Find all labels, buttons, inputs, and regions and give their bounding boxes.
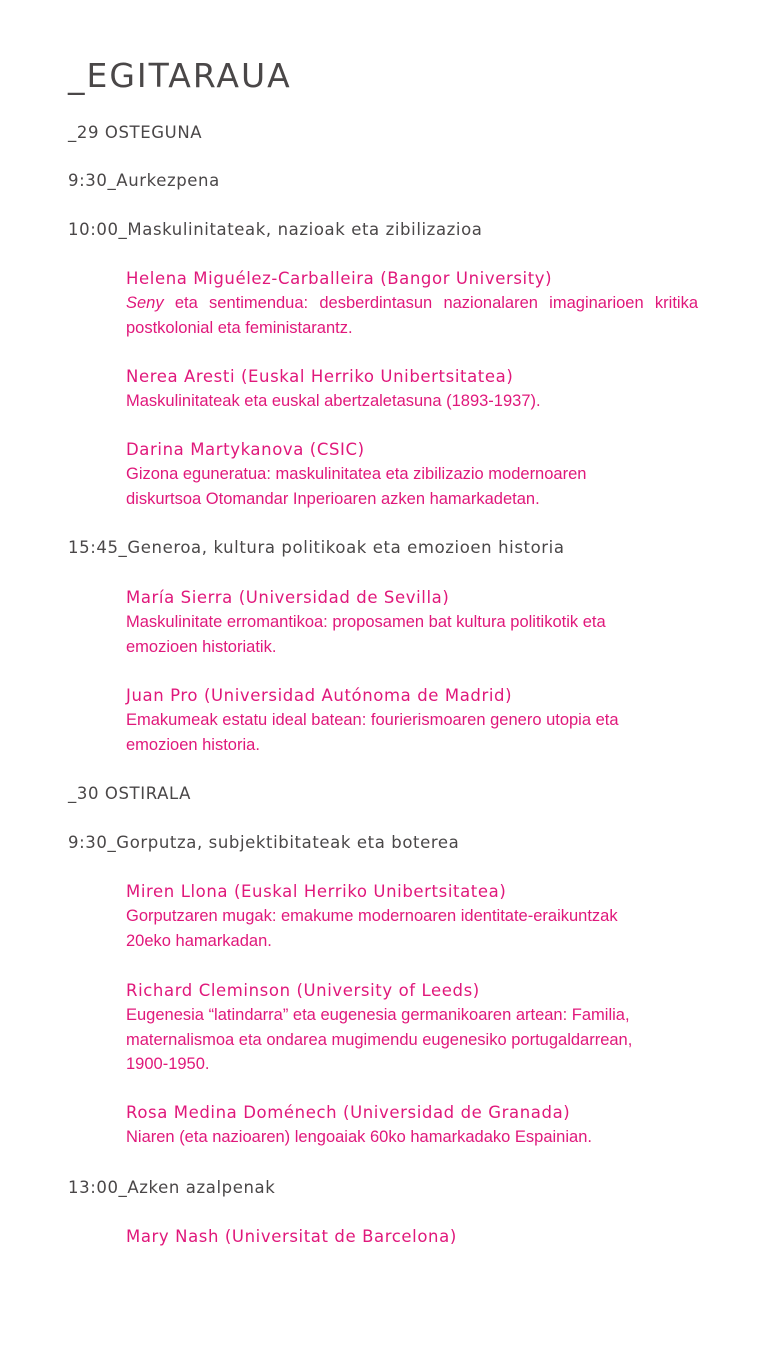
talk-title-line: Niaren (eta nazioaren) lengoaiak 60ko hamarkadako Espainian.	[126, 1128, 592, 1146]
talk-speaker: Richard Cleminson (University of Leeds)	[126, 981, 480, 1000]
talk-item	[126, 880, 698, 953]
talk-item	[126, 684, 698, 757]
talk-title	[126, 610, 698, 659]
talk-speaker: Juan Pro (Universidad Autónoma de Madrid)	[126, 686, 513, 705]
talk-title-line: emozioen historia.	[126, 735, 260, 754]
talk-item	[126, 979, 698, 1077]
talk-title	[126, 291, 698, 340]
session-heading: 15:45_Generoa, kultura politikoak eta emozioen historia	[68, 538, 565, 557]
talk-title-line: diskurtsoa Otomandar Inperioaren azken hamarkadetan.	[126, 489, 540, 508]
talk-speaker: Rosa Medina Doménech (Universidad de Granada)	[126, 1103, 571, 1122]
talk-title	[126, 904, 698, 953]
talk-title-italic: Seny	[126, 294, 164, 312]
talk-item	[126, 267, 698, 340]
session-heading: 9:30_Gorputza, subjektibitateak eta boterea	[68, 833, 460, 852]
session-heading: 9:30_Aurkezpena	[68, 171, 220, 190]
talk-title-line: Gorputzaren mugak: emakume modernoaren identitate-eraikuntzak	[126, 907, 618, 925]
talk-item	[126, 365, 698, 414]
day-heading-friday: _30 OSTIRALA	[68, 784, 192, 803]
talk-title-line: maternalismoa eta ondarea mugimendu eugenesiko portugaldarrean,	[126, 1030, 633, 1049]
session-heading: 10:00_Maskulinitateak, nazioak eta zibilizazioa	[68, 220, 483, 239]
talk-item	[126, 1225, 698, 1249]
talk-item	[126, 438, 698, 511]
talk-title	[126, 708, 698, 757]
talk-title-line: Eugenesia “latindarra” eta eugenesia germanikoaren artean: Familia,	[126, 1006, 630, 1024]
talk-title-line: 20eko hamarkadan.	[126, 931, 272, 950]
talk-speaker: Miren Llona (Euskal Herriko Unibertsitatea)	[126, 882, 507, 901]
talk-item	[126, 1101, 698, 1150]
talk-speaker: Nerea Aresti (Euskal Herriko Unibertsitatea)	[126, 367, 514, 386]
session-heading: 13:00_Azken azalpenak	[68, 1178, 276, 1197]
talk-speaker: Helena Miguélez-Carballeira (Bangor University)	[126, 269, 553, 288]
talk-title-line: Gizona eguneratua: maskulinitatea eta zibilizazio modernoaren	[126, 465, 587, 483]
talk-title-line: Maskulinitate erromantikoa: proposamen bat kultura politikotik eta	[126, 613, 606, 631]
talk-title-line: emozioen historiatik.	[126, 637, 277, 656]
talk-title-rest: eta sentimendua: desberdintasun nazionalaren imaginarioen kritika postkolonial eta feministarantz.	[126, 294, 698, 337]
talk-title	[126, 1003, 698, 1077]
talk-title-line: 1900-1950.	[126, 1055, 210, 1073]
talk-speaker: Darina Martykanova (CSIC)	[126, 440, 365, 459]
page-title: _EGITARAUA	[68, 56, 292, 95]
talk-speaker: Mary Nash (Universitat de Barcelona)	[126, 1227, 457, 1246]
talk-title	[126, 1125, 698, 1150]
day-heading-thursday: _29 OSTEGUNA	[68, 123, 203, 142]
talk-title	[126, 389, 698, 414]
talk-title-line: Maskulinitateak eta euskal abertzaletasuna (1893-1937).	[126, 392, 541, 410]
talk-item	[126, 586, 698, 659]
talk-speaker: María Sierra (Universidad de Sevilla)	[126, 588, 450, 607]
talk-title-line: Emakumeak estatu ideal batean: fourierismoaren genero utopia eta	[126, 711, 619, 729]
talk-title	[126, 462, 698, 511]
